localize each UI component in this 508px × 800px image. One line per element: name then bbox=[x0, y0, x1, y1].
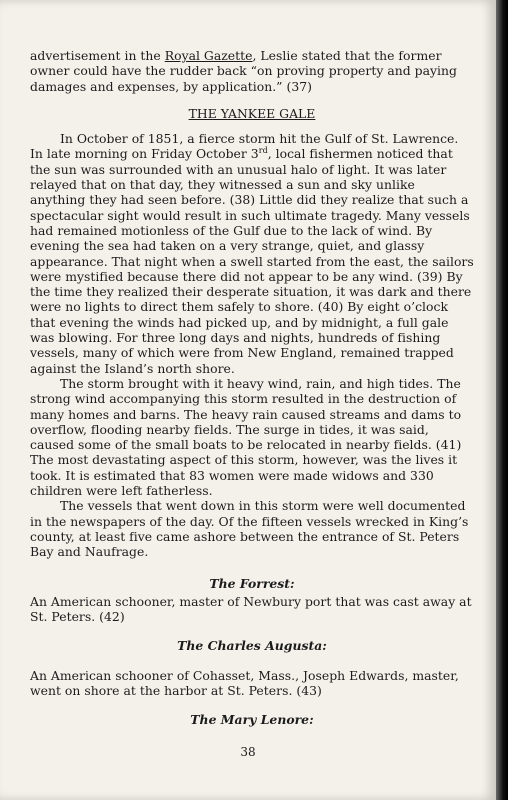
para1-part-a: In October of 1851, a fierce storm hit the Gulf of St. Lawrence. In late morning on Friday October 3 bbox=[30, 131, 459, 162]
vessel-description-charles-augusta: An American schooner of Cohasset, Mass., Joseph Edwards, master, went on shore at the harbor at St. Peters. (43) bbox=[30, 667, 459, 698]
intro-post: , Leslie stated that the former owner could have the rudder back “on proving property and paying damages and expenses, by application.” (37) bbox=[30, 48, 457, 94]
paragraph-yankee-gale-2: The storm brought with it heavy wind, rain, and high tides. The strong wind accompanying this storm resulted in the destruction of many homes and barns. The heavy rain caused streams and dams to overflow, flooding nearby fields. The surge in tides, it was said, caused some of the small boats to be relocated in nearby fields. (41) The most devastating aspect of this storm, however, was the lives it took. It is estimated that 83 women were made widows and 330 children were left fatherless. bbox=[30, 375, 462, 499]
para1-part-b: , local fishermen noticed that the sun was surrounded with an unusual halo of light. It was later relayed that on that day, they witnessed a sun and sky unlike anything they had seen before. (38) Little did they realize that such a spectacular sight would result in such ultimate tragedy. Many vessels had remained motionless of the Gulf due to the lack of wind. By evening the sea had taken on a very strange, quiet, and glassy appearance. That night when a swell started from the east, the sailors were mystified because there did not appear to be any wind. (39) By the time they realized their desperate situation, it was dark and there were no lights to direct them safely to shore. (40) By eight o’clock that evening the winds had picked up, and by midnight, a full gale was blowing. For three long days and nights, hundreds of fishing vessels, many of which were from New England, remained trapped against the Island’s north shore. bbox=[30, 146, 474, 376]
intro-paragraph bbox=[30, 48, 474, 94]
paragraph-yankee-gale-3: The vessels that went down in this storm were well documented in the newspapers of the day. Of the fifteen vessels wrecked in King’s county, at least five came ashore between the entrance of St. Peters Bay and Naufrage. bbox=[30, 498, 469, 560]
book-spine-edge bbox=[496, 0, 508, 800]
royal-gazette-title: Royal Gazette bbox=[164, 48, 253, 63]
intro-pre: advertisement in the bbox=[30, 48, 165, 63]
vessel-heading-forrest: The Forrest: bbox=[209, 575, 295, 591]
page-number: 38 bbox=[240, 745, 256, 759]
section-heading: THE YANKEE GALE bbox=[188, 105, 316, 121]
para1-ordinal: rd bbox=[258, 146, 268, 156]
vessel-heading-charles-augusta: The Charles Augusta: bbox=[177, 638, 327, 654]
page-body bbox=[30, 48, 474, 731]
vessel-heading-mary-lenore: The Mary Lenore: bbox=[190, 712, 314, 728]
vessel-description-forrest: An American schooner, master of Newbury port that was cast away at St. Peters. (42) bbox=[30, 593, 472, 625]
paragraph-yankee-gale-1 bbox=[30, 131, 474, 376]
